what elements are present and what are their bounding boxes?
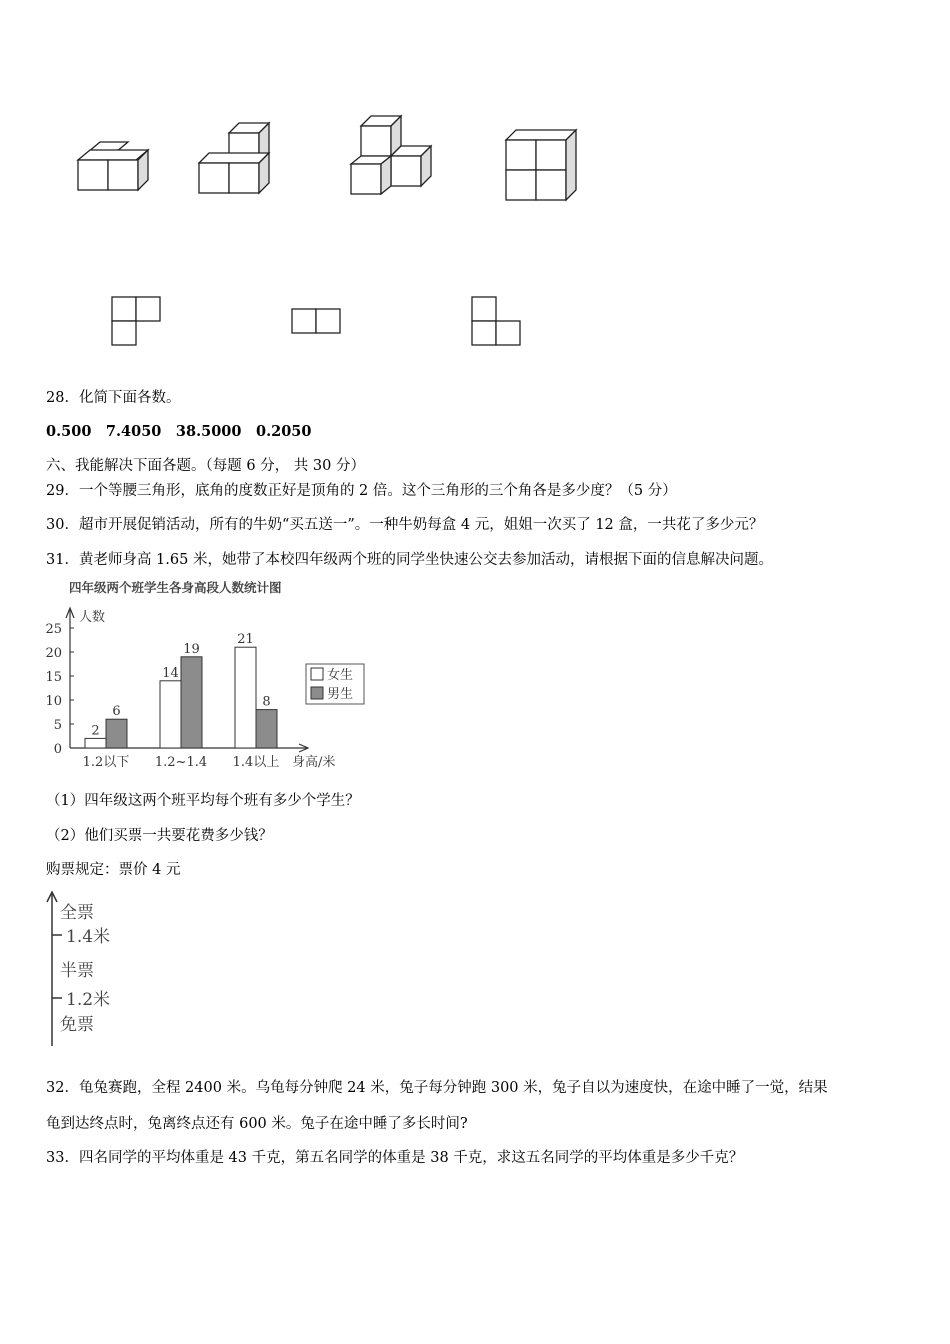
chart-category-label: 1.2~1.4: [154, 755, 208, 770]
chart-legend-label: 女生: [327, 668, 354, 683]
ticket-rule-diagram: [40, 888, 160, 1053]
chart-bar: [235, 647, 256, 748]
chart-category-label: 1.4以上: [232, 755, 280, 770]
ticket-full-label: 全票: [60, 903, 94, 923]
view-shape-3: [472, 297, 520, 345]
q32-line2: 龟到达终点时，兔离终点还有 600 米。兔子在途中睡了多长时间?: [46, 1116, 468, 1132]
chart-y-tick-label: 20: [45, 646, 62, 661]
q31-sub1: （1）四年级这两个班平均每个班有多少个学生？: [46, 793, 360, 809]
q30-text: 30．超市开展促销活动，所有的牛奶“买五送一”。一种牛奶每盒 4 元，姐姐一次买了 12 盒，一共花了多少元？: [46, 517, 764, 533]
chart-data-label: 14: [162, 665, 179, 681]
chart-xlabel: 身高/米: [292, 755, 336, 770]
cube-figure-3: [351, 116, 431, 194]
height-bar-chart: [40, 576, 370, 776]
chart-bar: [256, 710, 277, 748]
chart-data-label: 2: [91, 723, 100, 739]
q32-line1: 32．龟兔赛跑，全程 2400 米。乌龟每分钟爬 24 米，兔子每分钟跑 300 米，兔子自以为速度快，在途中睡了一觉，结果: [46, 1080, 828, 1096]
q29-text: 29．一个等腰三角形，底角的度数正好是顶角的 2 倍。这个三角形的三个角各是多少度？（5 分）: [46, 483, 677, 499]
chart-category-label: 1.2以下: [82, 755, 130, 770]
q33-text: 33．四名同学的平均体重是 43 千克，第五名同学的体重是 38 千克，求这五名同学的平均体重是多少千克？: [46, 1150, 744, 1166]
view-shape-2: [292, 309, 340, 333]
chart-legend-label: 男生: [327, 687, 354, 702]
q31-text: 31．黄老师身高 1.65 米，她带了本校四年级两个班的同学坐快速公交去参加活动，请根据下面的信息解决问题。: [46, 552, 773, 568]
chart-y-tick-label: 0: [53, 742, 62, 757]
chart-data-label: 6: [112, 704, 121, 720]
cube-figure-4: [506, 130, 576, 200]
section6-heading: 六、我能解决下面各题。（每题 6 分， 共 30 分）: [46, 458, 365, 474]
cube-figure-1: [78, 142, 148, 190]
view-shape-1: [112, 297, 160, 345]
chart-title: 四年级两个班学生各身高段人数统计图: [69, 580, 282, 595]
chart-data-label: 19: [183, 641, 200, 657]
chart-bar: [160, 681, 181, 748]
q28-numbers: 0.500 7.4050 38.5000 0.2050: [46, 423, 312, 440]
chart-legend-swatch: [311, 668, 323, 680]
q31-sub2: （2）他们买票一共要花费多少钱？: [46, 828, 273, 844]
chart-legend-swatch: [311, 687, 323, 699]
chart-data-label: 21: [237, 632, 254, 648]
ticket-rule: 购票规定：票价 4 元: [46, 862, 181, 878]
cube-figures: [60, 100, 620, 360]
chart-y-tick-label: 25: [45, 622, 62, 637]
chart-bar: [106, 719, 127, 748]
chart-data-label: 8: [262, 694, 271, 710]
ticket-mark-high: 1.4米: [66, 927, 111, 947]
chart-y-tick-label: 15: [45, 670, 62, 685]
chart-bar: [181, 657, 202, 748]
chart-bar: [85, 738, 106, 748]
chart-y-tick-label: 10: [45, 694, 62, 709]
ticket-mark-low: 1.2米: [66, 990, 111, 1010]
cube-figure-2: [199, 123, 269, 193]
ticket-free-label: 免票: [60, 1015, 94, 1035]
chart-y-tick-label: 5: [53, 718, 62, 733]
ticket-half-label: 半票: [60, 961, 94, 981]
q28-title: 28．化简下面各数。: [46, 390, 181, 406]
chart-ylabel: 人数: [79, 610, 106, 625]
